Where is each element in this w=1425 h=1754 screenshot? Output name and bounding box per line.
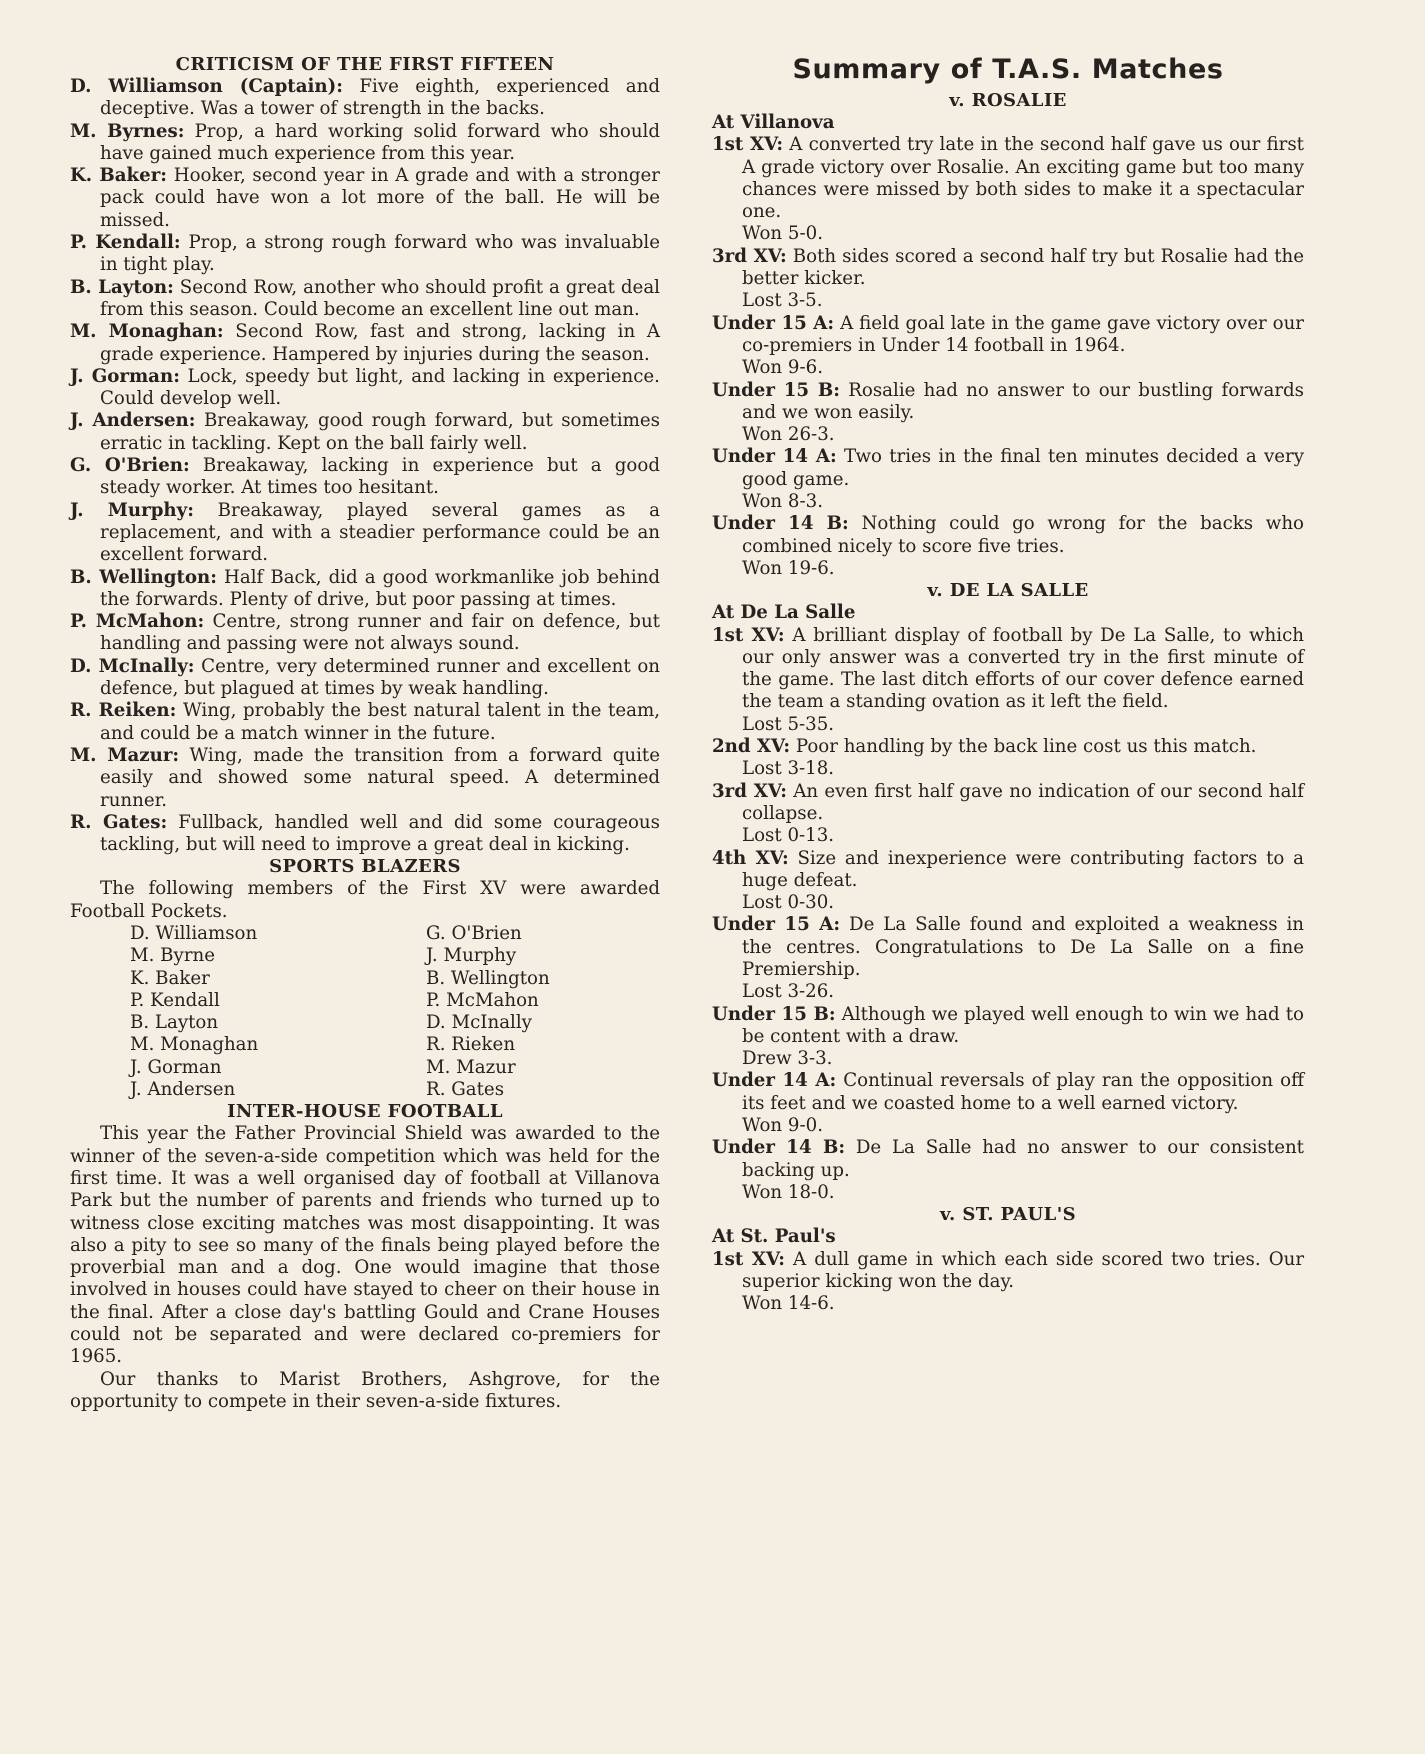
blazer-name: M. Monaghan [130,1034,259,1056]
player-entry [70,812,660,857]
player-entry [70,121,660,166]
player-name: J. Andersen: [70,410,196,432]
match-grade: Under 14 A: [712,446,837,468]
match-description: Poor handling by the back line cost us this match. [795,736,1257,758]
criticism-title: CRITICISM OF THE FIRST FIFTEEN [175,54,555,75]
match-result: Lost 0-30. [742,892,835,914]
match-grade: Under 15 B: [712,379,840,401]
match-result: Won 26-3. [742,424,835,446]
blazer-name: B. Layton [130,1012,219,1034]
player-entry [70,321,660,366]
match-summary [712,90,1304,1315]
match-report [712,134,1304,223]
match-description: Nothing could go wrong for the backs who combined nicely to score five tries. [742,513,1305,557]
match-report [712,1004,1304,1049]
match-report [712,380,1304,425]
match-grade: Under 15 A: [712,312,835,334]
player-comment: Breakaway, played several games as a replacement, and with a steadier performance could be an excellent forward. [100,499,660,566]
blazer-name: R. Rieken [426,1034,516,1056]
venue-label: At St. Paul's [712,1226,836,1248]
player-comment: Second Row, fast and strong, lacking in A grade experience. Hampered by injuries during the season. [100,321,660,365]
player-entry [70,366,660,411]
player-name: B. Layton: [70,276,174,298]
blazer-name: P. McMahon [426,989,539,1011]
match-description: Size and inexperience were contributing factors to a huge defeat. [742,847,1304,891]
blazer-name: G. O'Brien [426,922,522,944]
blazers-title: SPORTS BLAZERS [269,856,461,878]
match-description: De La Salle had no answer to our consistent backing up. [742,1137,1304,1181]
player-comment: Second Row, another who should profit a great deal from this season. Could become an excellent line out man. [100,276,660,320]
match-grade: Under 14 A: [712,1070,837,1092]
player-name: B. Wellington: [70,566,217,588]
venue-label: At De La Salle [712,602,856,624]
match-description: Although we played well enough to win we had to be content with a draw. [742,1003,1304,1047]
match-grade: 1st XV: [712,1248,785,1270]
player-entry [70,567,660,612]
match-grade: 1st XV: [712,134,784,156]
match-report [712,313,1304,358]
blazer-name: B. Wellington [426,967,550,989]
interhouse-paragraph: Our thanks to Marist Brothers, Ashgrove, for the opportunity to compete in their seven-a-side fixtures. [70,1368,660,1412]
blazer-name: R. Gates [426,1079,505,1101]
player-comment: Lock, speedy but light, and lacking in experience. Could develop well. [100,365,660,410]
match-description: A converted try late in the second half gave us our first A grade victory over Rosalie. An exciting game but too many chances were missed by both sides to make it a spectacular one. [742,134,1304,223]
venue-label: At Villanova [712,112,835,133]
player-name: M. Monaghan: [70,321,224,343]
opponent-heading: v. ROSALIE [949,90,1067,111]
match-report [712,736,1304,758]
match-result: Won 9-0. [742,1115,823,1137]
match-grade: 2nd XV: [712,736,791,758]
match-grade: 1st XV: [712,624,785,646]
match-result: Won 18-0. [742,1181,835,1203]
match-grade: 3rd XV: [712,780,787,802]
interhouse-paragraph: This year the Father Provincial Shield was awarded to the winner of the seven-a-side competition which was held for the first time. It was a well organised day of football at Villanova Park but the number of parents and friends who turned up to witness close exciting matches was most disappointing. It was also a pity to see so many of the finals being played before the proverbial man and a dog. One would imagine that those involved in houses could have stayed to cheer on their house in the final. After a close day's battling Gould and Crane Houses could not be separated and were declared co-premiers for 1965. [70,1123,660,1368]
match-description: Two tries in the final ten minutes decided a very good game. [742,446,1304,490]
player-comment: Half Back, did a good workmanlike job behind the forwards. Plenty of drive, but poor passing at times. [100,566,660,610]
player-comment: Breakaway, lacking in experience but a good steady worker. At times too hesitant. [100,455,660,499]
match-result: Won 5-0. [742,223,823,245]
player-comment: Fullback, handled well and did some courageous tackling, but will need to improve a great deal in kicking. [100,811,660,856]
match-description: Continual reversals of play ran the opposition off its feet and we coasted home to a well earned victory. [742,1070,1304,1114]
match-description: Rosalie had no answer to our bustling forwards and we won easily. [742,379,1304,423]
player-comment: Prop, a strong rough forward who was invaluable in tight play. [100,232,660,276]
match-result: Won 14-6. [742,1293,835,1315]
match-result: Lost 3-5. [742,290,823,312]
match-result: Lost 3-26. [742,981,835,1003]
player-comment: Wing, made the transition from a forward quite easily and showed some natural speed. A determined runner. [100,744,660,811]
blazer-name: D. McInally [426,1012,532,1034]
match-description: De La Salle found and exploited a weakness in the centres. Congratulations to De La Salle on a fine Premiership. [742,914,1304,980]
player-entry [70,76,660,121]
blazer-name: J. Andersen [130,1079,236,1101]
player-comment: Prop, a hard working solid forward who should have gained much experience from this year. [100,120,660,164]
player-entry [70,277,660,322]
player-entry [70,656,660,701]
blazers-intro: The following members of the First XV were awarded Football Pockets. [70,878,660,922]
match-grade: 4th XV: [712,847,789,869]
interhouse-title: INTER-HOUSE FOOTBALL [227,1101,503,1123]
player-name: M. Mazur: [70,744,180,766]
match-result: Lost 0-13. [742,825,835,847]
player-name: R. Gates: [70,811,168,833]
match-report [712,1070,1304,1115]
match-result: Drew 3-3. [742,1048,833,1070]
blazer-name: P. Kendall [130,989,220,1011]
match-description: A brilliant display of football by De La Salle, to which our only answer was a converted try in the first minute of the game. The last ditch efforts of our cover defence earned the team a standing ovation as it left the field. [742,624,1304,713]
summary-title: Summary of T.A.S. Matches [792,54,1224,85]
blazer-name: M. Mazur [426,1056,516,1078]
player-entry [70,500,660,567]
match-grade: Under 14 B: [712,1137,846,1159]
left-column [70,54,660,1413]
match-grade: Under 14 B: [712,513,849,535]
match-report [712,513,1304,558]
player-entry [70,455,660,500]
match-result: Lost 5-35. [742,713,835,735]
player-criticism-list [70,76,660,856]
match-description: A dull game in which each side scored two tries. Our superior kicking won the day. [742,1248,1305,1292]
opponent-heading: v. ST. PAUL'S [939,1204,1077,1226]
match-report [712,625,1304,714]
blazer-name: J. Gorman [130,1056,222,1078]
match-grade: Under 15 B: [712,1003,836,1025]
player-name: G. O'Brien: [70,455,190,477]
match-description: Both sides scored a second half try but Rosalie had the better kicker. [742,245,1304,290]
blazer-recipients [70,923,660,1101]
blazer-name: M. Byrne [130,945,215,967]
interhouse-text [70,1123,660,1413]
player-entry [70,232,660,277]
match-result: Won 8-3. [742,491,823,513]
match-report [712,246,1304,291]
match-report [712,848,1304,893]
player-entry [70,410,660,455]
player-entry [70,700,660,745]
player-name: D. McInally: [70,655,195,677]
match-result: Lost 3-18. [742,758,835,780]
player-name: J. Gorman: [70,365,180,387]
match-report [712,446,1304,491]
match-grade: Under 15 A: [712,914,841,936]
player-entry [70,165,660,232]
match-report [712,1137,1304,1182]
player-comment: Centre, very determined runner and excellent on defence, but plagued at times by weak handling. [100,655,660,700]
match-grade: 3rd XV: [712,245,787,267]
player-entry [70,745,660,812]
player-comment: Centre, strong runner and fair on defence, but handling and passing were not always sound. [100,611,660,655]
blazer-name: D. Williamson [130,922,258,944]
player-name: P. Kendall: [70,232,181,254]
player-comment: Wing, probably the best natural talent in the team, and could be a match winner in the future. [100,700,660,744]
player-name: J. Murphy: [70,499,194,521]
match-description: A field goal late in the game gave victory over our co-premiers in Under 14 football in 1964. [742,312,1304,356]
player-comment: Hooker, second year in A grade and with a stronger pack could have won a lot more of the ball. He will be missed. [100,165,660,231]
player-name: K. Baker: [70,165,168,187]
player-name: M. Byrnes: [70,120,185,142]
player-name: P. McMahon: [70,611,205,633]
opponent-heading: v. DE LA SALLE [927,580,1089,602]
match-result: Won 9-6. [742,357,823,379]
player-name: R. Reiken: [70,700,177,722]
match-result: Won 19-6. [742,557,835,579]
player-entry [70,611,660,656]
match-description: An even first half gave no indication of our second half collapse. [742,780,1304,824]
blazer-name: J. Murphy [426,945,517,967]
player-comment: Breakaway, good rough forward, but sometimes erratic in tackling. Kept on the ball fairly well. [100,410,660,454]
match-report [712,1249,1304,1294]
match-report [712,914,1304,981]
right-column [712,54,1304,1315]
player-name: D. Williamson (Captain): [70,76,343,97]
player-comment: Five eighth, experienced and deceptive. Was a tower of strength in the backs. [100,76,660,120]
match-report [712,781,1304,826]
blazer-name: K. Baker [130,967,210,989]
